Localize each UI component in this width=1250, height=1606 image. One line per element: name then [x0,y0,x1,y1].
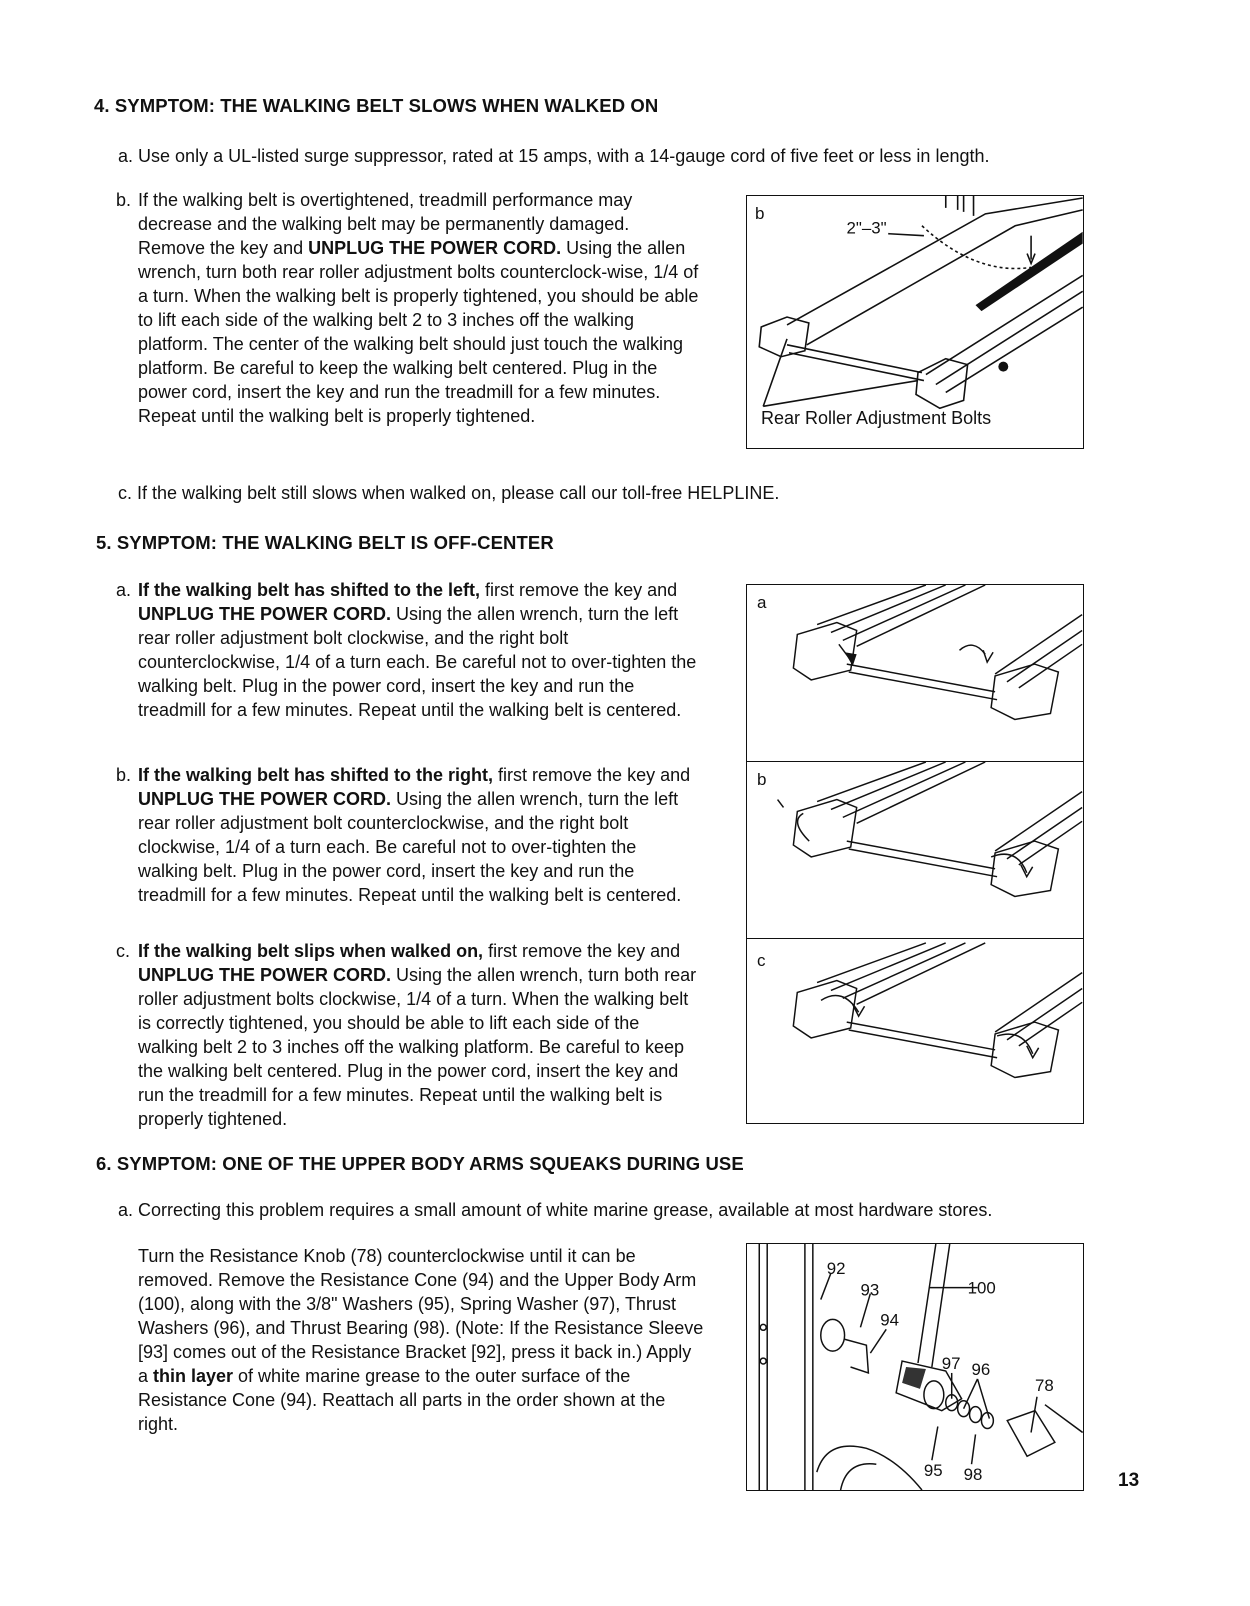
callout-96: 96 [971,1359,991,1379]
figure-shift-left [746,584,1084,762]
figure-caption: Rear Roller Adjustment Bolts [761,408,992,428]
figure-belt-slips [746,938,1084,1124]
section-4-step-c [118,481,779,505]
figure-shift-right [746,761,1084,939]
section-5-step-c [116,939,698,1131]
callout-94: 94 [880,1310,900,1330]
step-c-condition: If the walking belt slips when walked on, [138,941,484,961]
section-5-heading: 5. SYMPTOM: THE WALKING BELT IS OFF-CENTER [96,532,554,553]
step-b-warning: UNPLUG THE POWER CORD. [308,238,562,258]
callout-93: 93 [860,1280,880,1300]
step-b-warning: UNPLUG THE POWER CORD. [138,789,392,809]
step-a-text-1: first remove the key and [480,580,678,600]
belt-left-drawing [747,585,1083,761]
instructions-emphasis: thin layer [153,1366,234,1386]
figure-rear-roller-bolts [746,195,1084,449]
step-a-warning: UNPLUG THE POWER CORD. [138,604,392,624]
figure-letter: a [757,593,767,612]
step-c-label: c. [118,483,133,503]
section-4-heading: 4. SYMPTOM: THE WALKING BELT SLOWS WHEN WALKED ON [94,95,659,116]
step-a-label: a. [118,146,134,166]
step-a-label: a. [118,1200,134,1220]
callout-98: 98 [963,1465,983,1485]
step-c-text: If the walking belt still slows when walked on, please call our toll-free HELPLINE. [137,483,780,503]
page-number: 13 [1118,1470,1140,1491]
callout-100: 100 [967,1278,996,1298]
callout-97: 97 [941,1353,961,1373]
callout-95: 95 [923,1461,943,1481]
belt-right-drawing [747,762,1083,938]
step-b-text-1: If the walking belt is overtightened, treadmill performance may decrease and the walking belt may be permanently damaged. Remove the key and [138,190,633,258]
figure-letter: b [757,770,767,789]
step-a-text: Correcting this problem requires a small amount of white marine grease, available at most hardware stores. [138,1200,993,1220]
step-c-text-1: first remove the key and [483,941,681,961]
step-b-text-2: Using the allen wrench, turn the left rear roller adjustment bolt counterclockwise, and the right bolt clockwise, 1/4 of a turn each. Be careful not to over-tighten the walking belt. Plug in the power cord, insert the key and run the treadmill for a few minutes. Repeat until the walking belt is centered. [138,789,682,905]
instructions-text-2: of white marine grease to the outer surface of the Resistance Cone (94). Reattach all parts in the order shown at the right. [138,1366,666,1434]
callout-78: 78 [1035,1375,1054,1395]
step-c-warning: UNPLUG THE POWER CORD. [138,965,392,985]
section-4-step-a [118,144,990,168]
dimension-label: 2"–3" [846,218,887,238]
callout-92: 92 [826,1258,846,1278]
instructions-text-1: Turn the Resistance Knob (78) counterclockwise until it can be removed. Remove the Resistance Cone (94) and the Upper Body Arm (100), along with the 3/8" Washers (95), Spring Washer (97), Thrust Washers (96), and Thrust Bearing (98). (Note: If the Resistance Sleeve [93] comes out of the Resistance Bracket [92], press it back in.) Apply a [138,1246,704,1386]
step-b-label: b. [116,765,132,785]
figure-letter: b [755,204,765,223]
section-4-step-b [116,188,700,428]
step-b-condition: If the walking belt has shifted to the right, [138,765,494,785]
figure-upper-body-arm-parts [746,1243,1084,1491]
step-c-text-2: Using the allen wrench, turn both rear roller adjustment bolts clockwise, 1/4 of a turn. When the walking belt is correctly tightened, you should be able to lift each side of the walking belt 2 to 3 inches off the walking platform. Be careful to keep the walking belt centered. Plug in the power cord, insert the key and run the treadmill for a few minutes. Repeat until the walking belt is properly tightened. [138,965,697,1129]
section-6-step-a [118,1198,992,1222]
step-b-text-1: first remove the key and [493,765,691,785]
section-5-step-a [116,578,698,722]
section-6-heading: 6. SYMPTOM: ONE OF THE UPPER BODY ARMS SQUEAKS DURING USE [96,1153,744,1174]
step-b-text-2: Using the allen wrench, turn both rear roller adjustment bolts counterclock-wise, 1/4 of a turn. When the walking belt is properly tightened, you should be able to lift each side of the walking belt 2 to 3 inches off the walking platform. The center of the walking belt should just touch the walking platform. Be careful to keep the walking belt centered. Plug in the power cord, insert the key and run the treadmill for a few minutes. Repeat until the walking belt is properly tightened. [138,238,699,426]
belt-slips-drawing [747,939,1083,1123]
step-b-label: b. [116,190,132,210]
step-a-label: a. [116,580,132,600]
section-5-step-b [116,763,698,907]
exploded-parts-drawing [747,1244,1083,1490]
section-6-instructions [138,1244,704,1436]
step-a-text: Use only a UL-listed surge suppressor, rated at 15 amps, with a 14-gauge cord of five feet or less in length. [138,146,990,166]
step-c-label: c. [116,941,131,961]
step-a-text-2: Using the allen wrench, turn the left rear roller adjustment bolt clockwise, and the right bolt counterclockwise, 1/4 of a turn each. Be careful not to over-tighten the walking belt. Plug in the power cord, insert the key and run the treadmill for a few minutes. Repeat until the walking belt is centered. [138,604,697,720]
figure-letter: c [757,951,766,970]
step-a-condition: If the walking belt has shifted to the left, [138,580,481,600]
